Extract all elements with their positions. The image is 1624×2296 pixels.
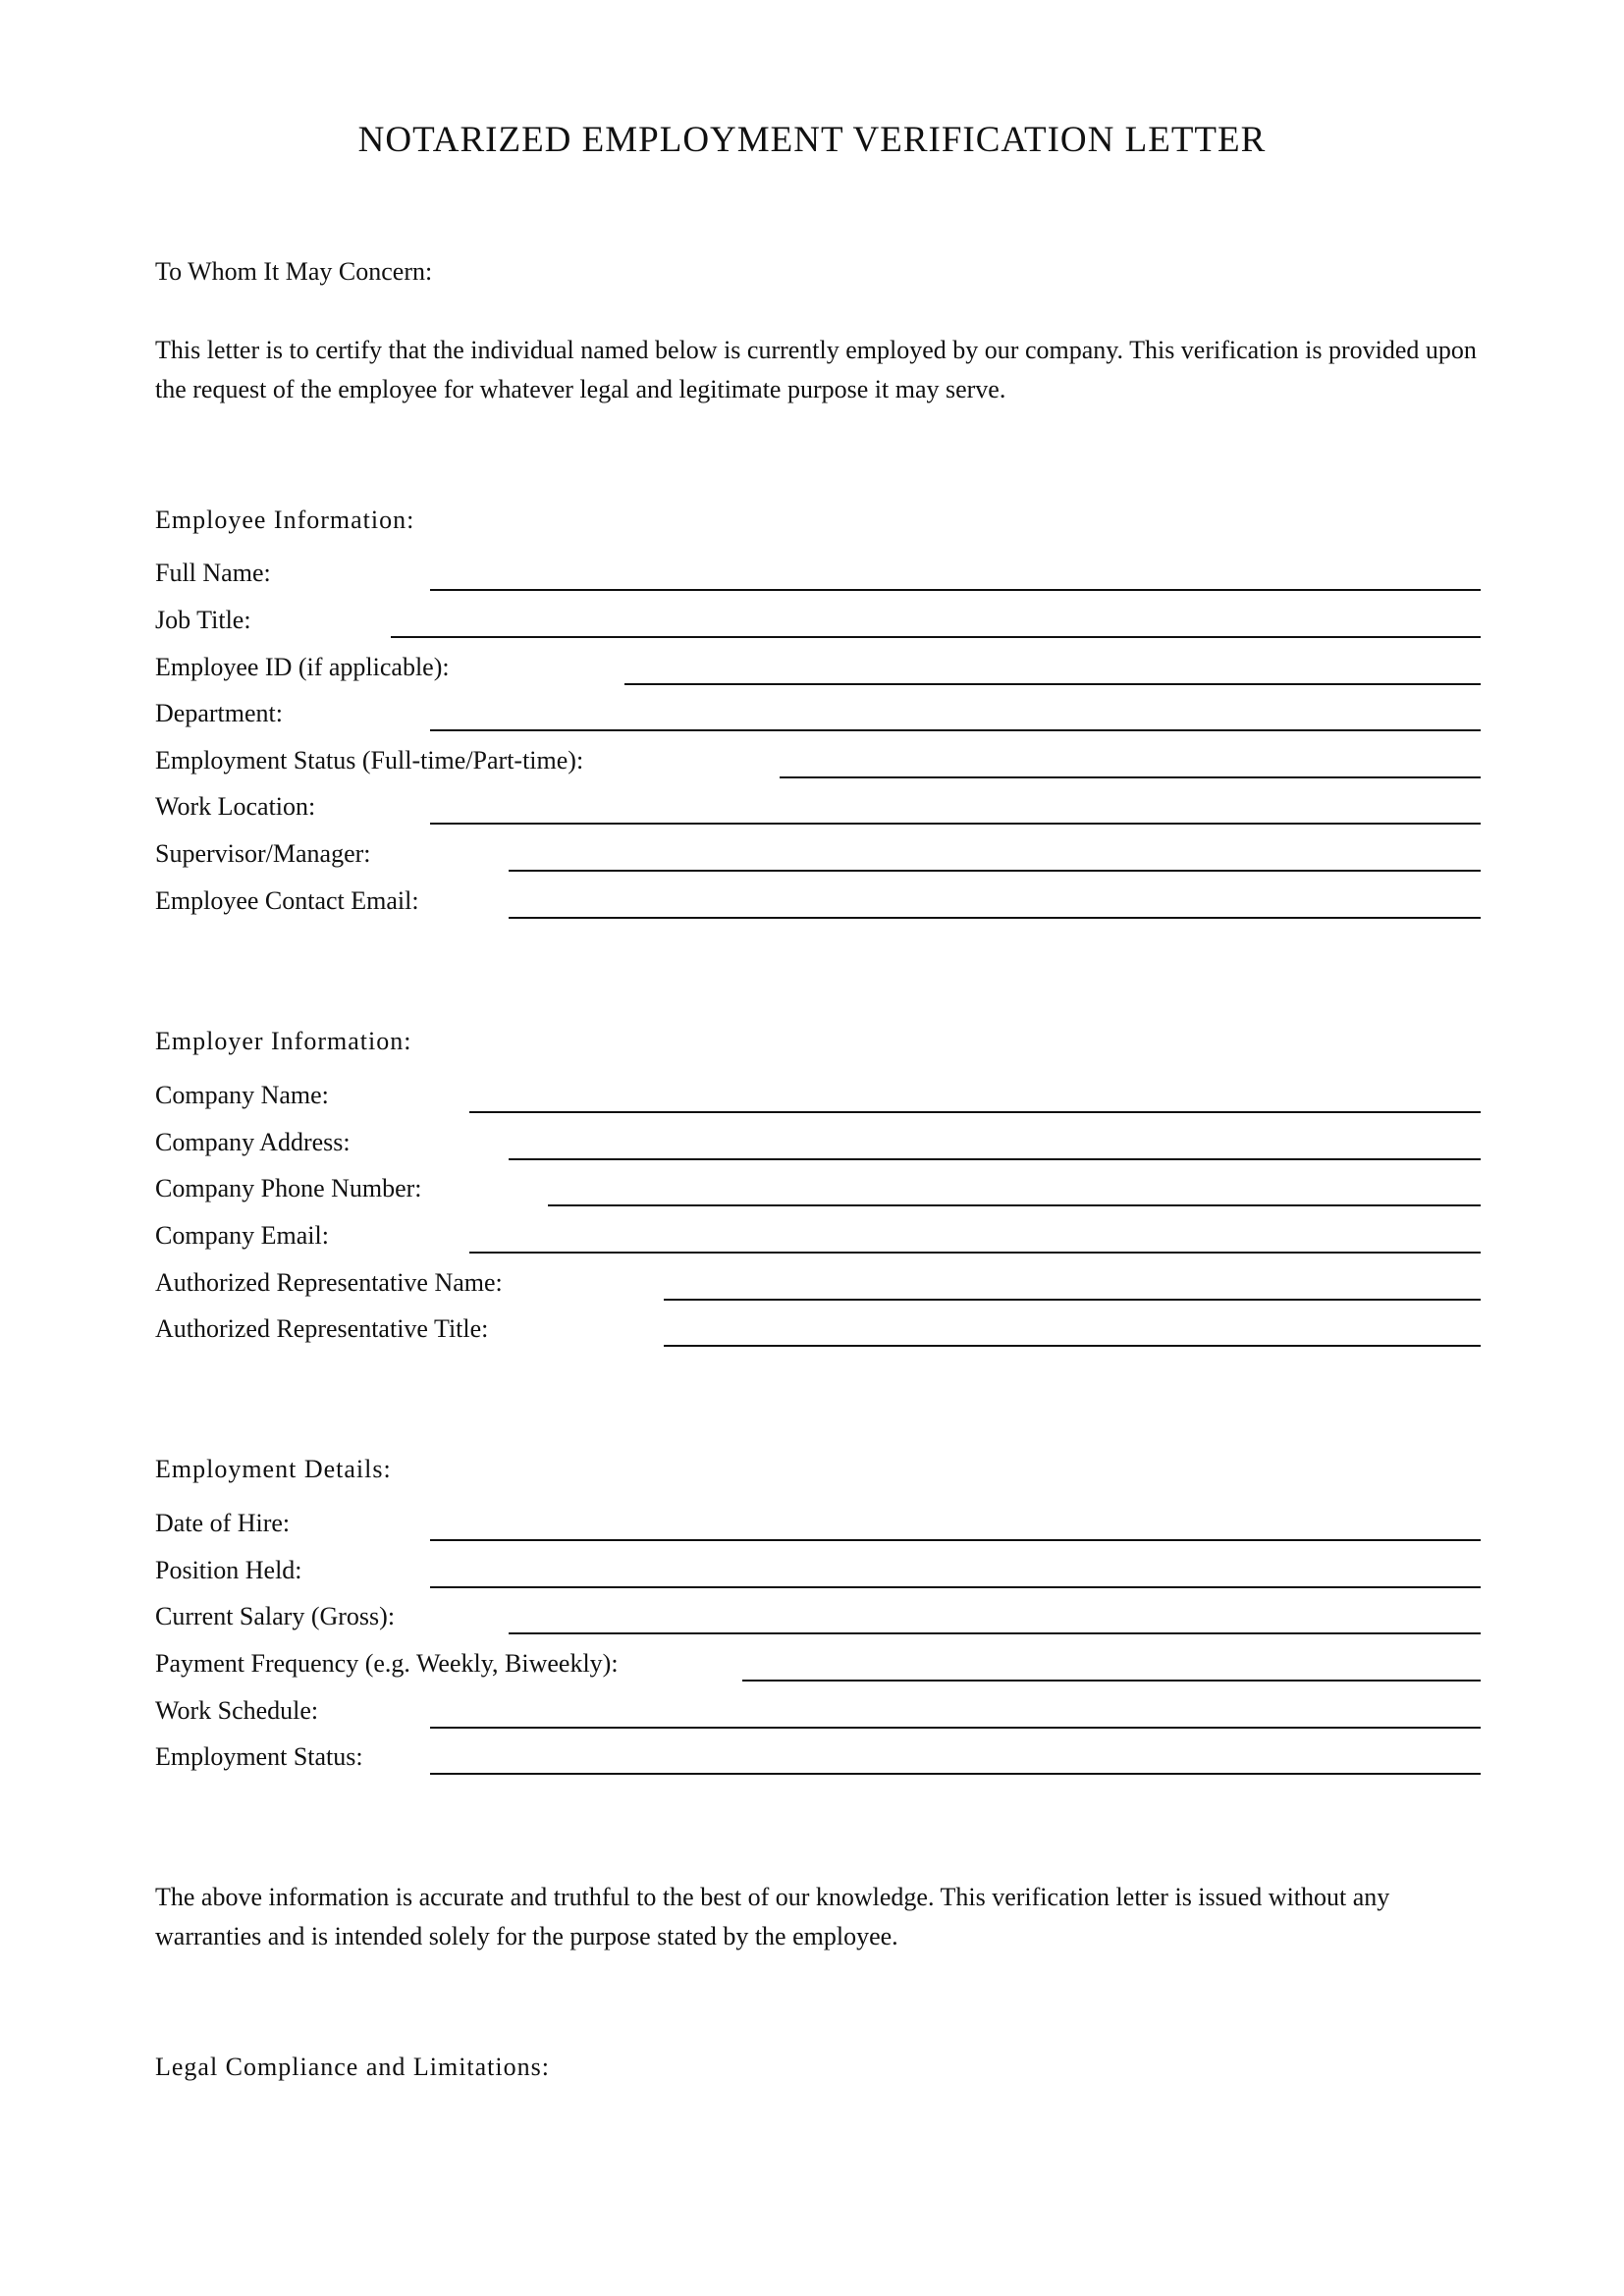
current-salary-field bbox=[155, 1599, 1481, 1638]
payment-frequency-label: Payment Frequency (e.g. Weekly, Biweekly): bbox=[155, 1649, 619, 1678]
position-held-input-line[interactable] bbox=[430, 1586, 1481, 1588]
work-schedule-label: Work Schedule: bbox=[155, 1696, 319, 1725]
position-held-label: Position Held: bbox=[155, 1556, 302, 1584]
position-held-field bbox=[155, 1553, 1481, 1592]
department-field bbox=[155, 696, 1481, 735]
full-name-label: Full Name: bbox=[155, 559, 271, 587]
employment-status-type-input-line[interactable] bbox=[780, 776, 1481, 778]
department-input-line[interactable] bbox=[430, 729, 1481, 731]
current-salary-input-line[interactable] bbox=[509, 1632, 1481, 1634]
supervisor-input-line[interactable] bbox=[509, 870, 1481, 872]
company-address-input-line[interactable] bbox=[509, 1158, 1481, 1160]
authorized-rep-title-field bbox=[155, 1311, 1481, 1351]
job-title-field bbox=[155, 603, 1481, 642]
legal-compliance-heading: Legal Compliance and Limitations: bbox=[155, 2053, 550, 2081]
employer-information-heading: Employer Information: bbox=[155, 1027, 412, 1055]
company-phone-label: Company Phone Number: bbox=[155, 1174, 422, 1202]
full-name-input-line[interactable] bbox=[430, 589, 1481, 591]
company-name-field bbox=[155, 1078, 1481, 1117]
work-location-field bbox=[155, 789, 1481, 828]
work-location-input-line[interactable] bbox=[430, 823, 1481, 825]
employee-contact-email-input-line[interactable] bbox=[509, 917, 1481, 919]
document-title: NOTARIZED EMPLOYMENT VERIFICATION LETTER bbox=[357, 120, 1267, 160]
company-address-label: Company Address: bbox=[155, 1128, 351, 1156]
supervisor-label: Supervisor/Manager: bbox=[155, 839, 371, 868]
authorized-rep-name-label: Authorized Representative Name: bbox=[155, 1268, 503, 1297]
employee-id-field bbox=[155, 650, 1481, 689]
employee-information-heading: Employee Information: bbox=[155, 506, 415, 534]
work-schedule-input-line[interactable] bbox=[430, 1727, 1481, 1729]
company-name-label: Company Name: bbox=[155, 1081, 329, 1109]
payment-frequency-input-line[interactable] bbox=[742, 1680, 1481, 1682]
company-email-input-line[interactable] bbox=[469, 1252, 1481, 1254]
employee-contact-email-label: Employee Contact Email: bbox=[155, 886, 419, 915]
employee-id-input-line[interactable] bbox=[624, 683, 1481, 685]
date-of-hire-field bbox=[155, 1506, 1481, 1545]
employment-status-type-label: Employment Status (Full-time/Part-time): bbox=[155, 746, 584, 774]
authorized-rep-name-field bbox=[155, 1265, 1481, 1305]
job-title-label: Job Title: bbox=[155, 606, 251, 634]
closing-paragraph: The above information is accurate and truthful to the best of our knowledge. This verification letter is issued without any warranties and is intended solely for the purpose stated by the employee. bbox=[155, 1883, 1390, 1950]
employment-status-type-field bbox=[155, 743, 1481, 782]
employment-status-input-line[interactable] bbox=[430, 1773, 1481, 1775]
job-title-input-line[interactable] bbox=[391, 636, 1481, 638]
company-address-field bbox=[155, 1125, 1481, 1164]
authorized-rep-title-input-line[interactable] bbox=[664, 1345, 1481, 1347]
company-email-label: Company Email: bbox=[155, 1221, 329, 1250]
date-of-hire-input-line[interactable] bbox=[430, 1539, 1481, 1541]
full-name-field bbox=[155, 556, 1481, 595]
intro-paragraph: This letter is to certify that the individual named below is currently employed by our company. This verification is provided upon the request of the employee for whatever legal and legitimate purpose it may serve. bbox=[155, 336, 1477, 403]
employment-details-heading: Employment Details: bbox=[155, 1455, 392, 1483]
work-schedule-field bbox=[155, 1693, 1481, 1733]
department-label: Department: bbox=[155, 699, 283, 727]
authorized-rep-title-label: Authorized Representative Title: bbox=[155, 1314, 489, 1343]
supervisor-field bbox=[155, 836, 1481, 876]
authorized-rep-name-input-line[interactable] bbox=[664, 1299, 1481, 1301]
payment-frequency-field bbox=[155, 1646, 1481, 1685]
employment-status-label: Employment Status: bbox=[155, 1742, 363, 1771]
employee-id-label: Employee ID (if applicable): bbox=[155, 653, 450, 681]
work-location-label: Work Location: bbox=[155, 792, 316, 821]
employee-contact-email-field bbox=[155, 883, 1481, 923]
current-salary-label: Current Salary (Gross): bbox=[155, 1602, 396, 1630]
company-phone-input-line[interactable] bbox=[548, 1204, 1481, 1206]
salutation: To Whom It May Concern: bbox=[155, 257, 433, 286]
company-phone-field bbox=[155, 1171, 1481, 1210]
date-of-hire-label: Date of Hire: bbox=[155, 1509, 291, 1537]
employment-status-field bbox=[155, 1739, 1481, 1779]
company-email-field bbox=[155, 1218, 1481, 1257]
company-name-input-line[interactable] bbox=[469, 1111, 1481, 1113]
